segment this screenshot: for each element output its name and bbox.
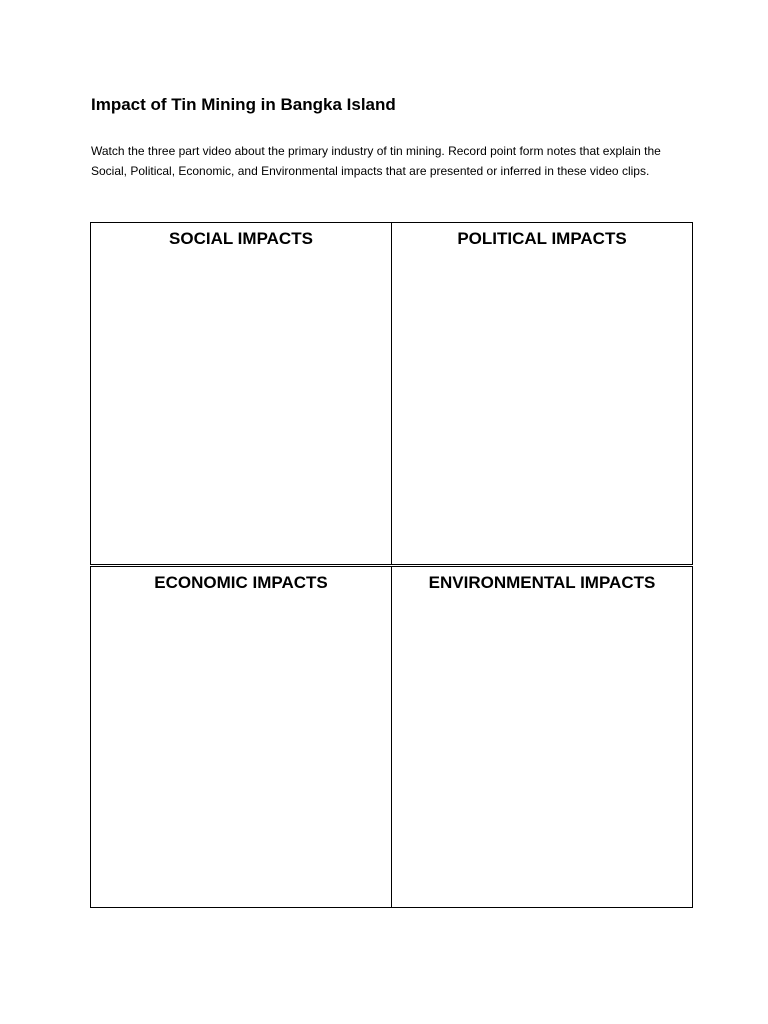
page-title: Impact of Tin Mining in Bangka Island [91,95,396,114]
political-impacts-cell[interactable] [392,223,693,566]
impacts-table-row-top [91,223,693,566]
environmental-impacts-cell[interactable] [392,565,693,908]
environmental-impacts-heading: ENVIRONMENTAL IMPACTS [428,572,656,592]
impacts-table-row-bottom [91,565,693,908]
instructions-paragraph: Watch the three part video about the primary industry of tin mining. Record point form notes that explain the Social, Political, Economic, and Environmental impacts that are presented or inferred in these video clips. [91,144,661,178]
economic-impacts-cell[interactable] [91,565,392,908]
social-impacts-cell[interactable] [91,223,392,566]
impacts-table [90,222,693,908]
political-impacts-heading: POLITICAL IMPACTS [457,229,627,248]
social-impacts-heading: SOCIAL IMPACTS [169,229,313,248]
economic-impacts-heading: ECONOMIC IMPACTS [154,572,328,592]
